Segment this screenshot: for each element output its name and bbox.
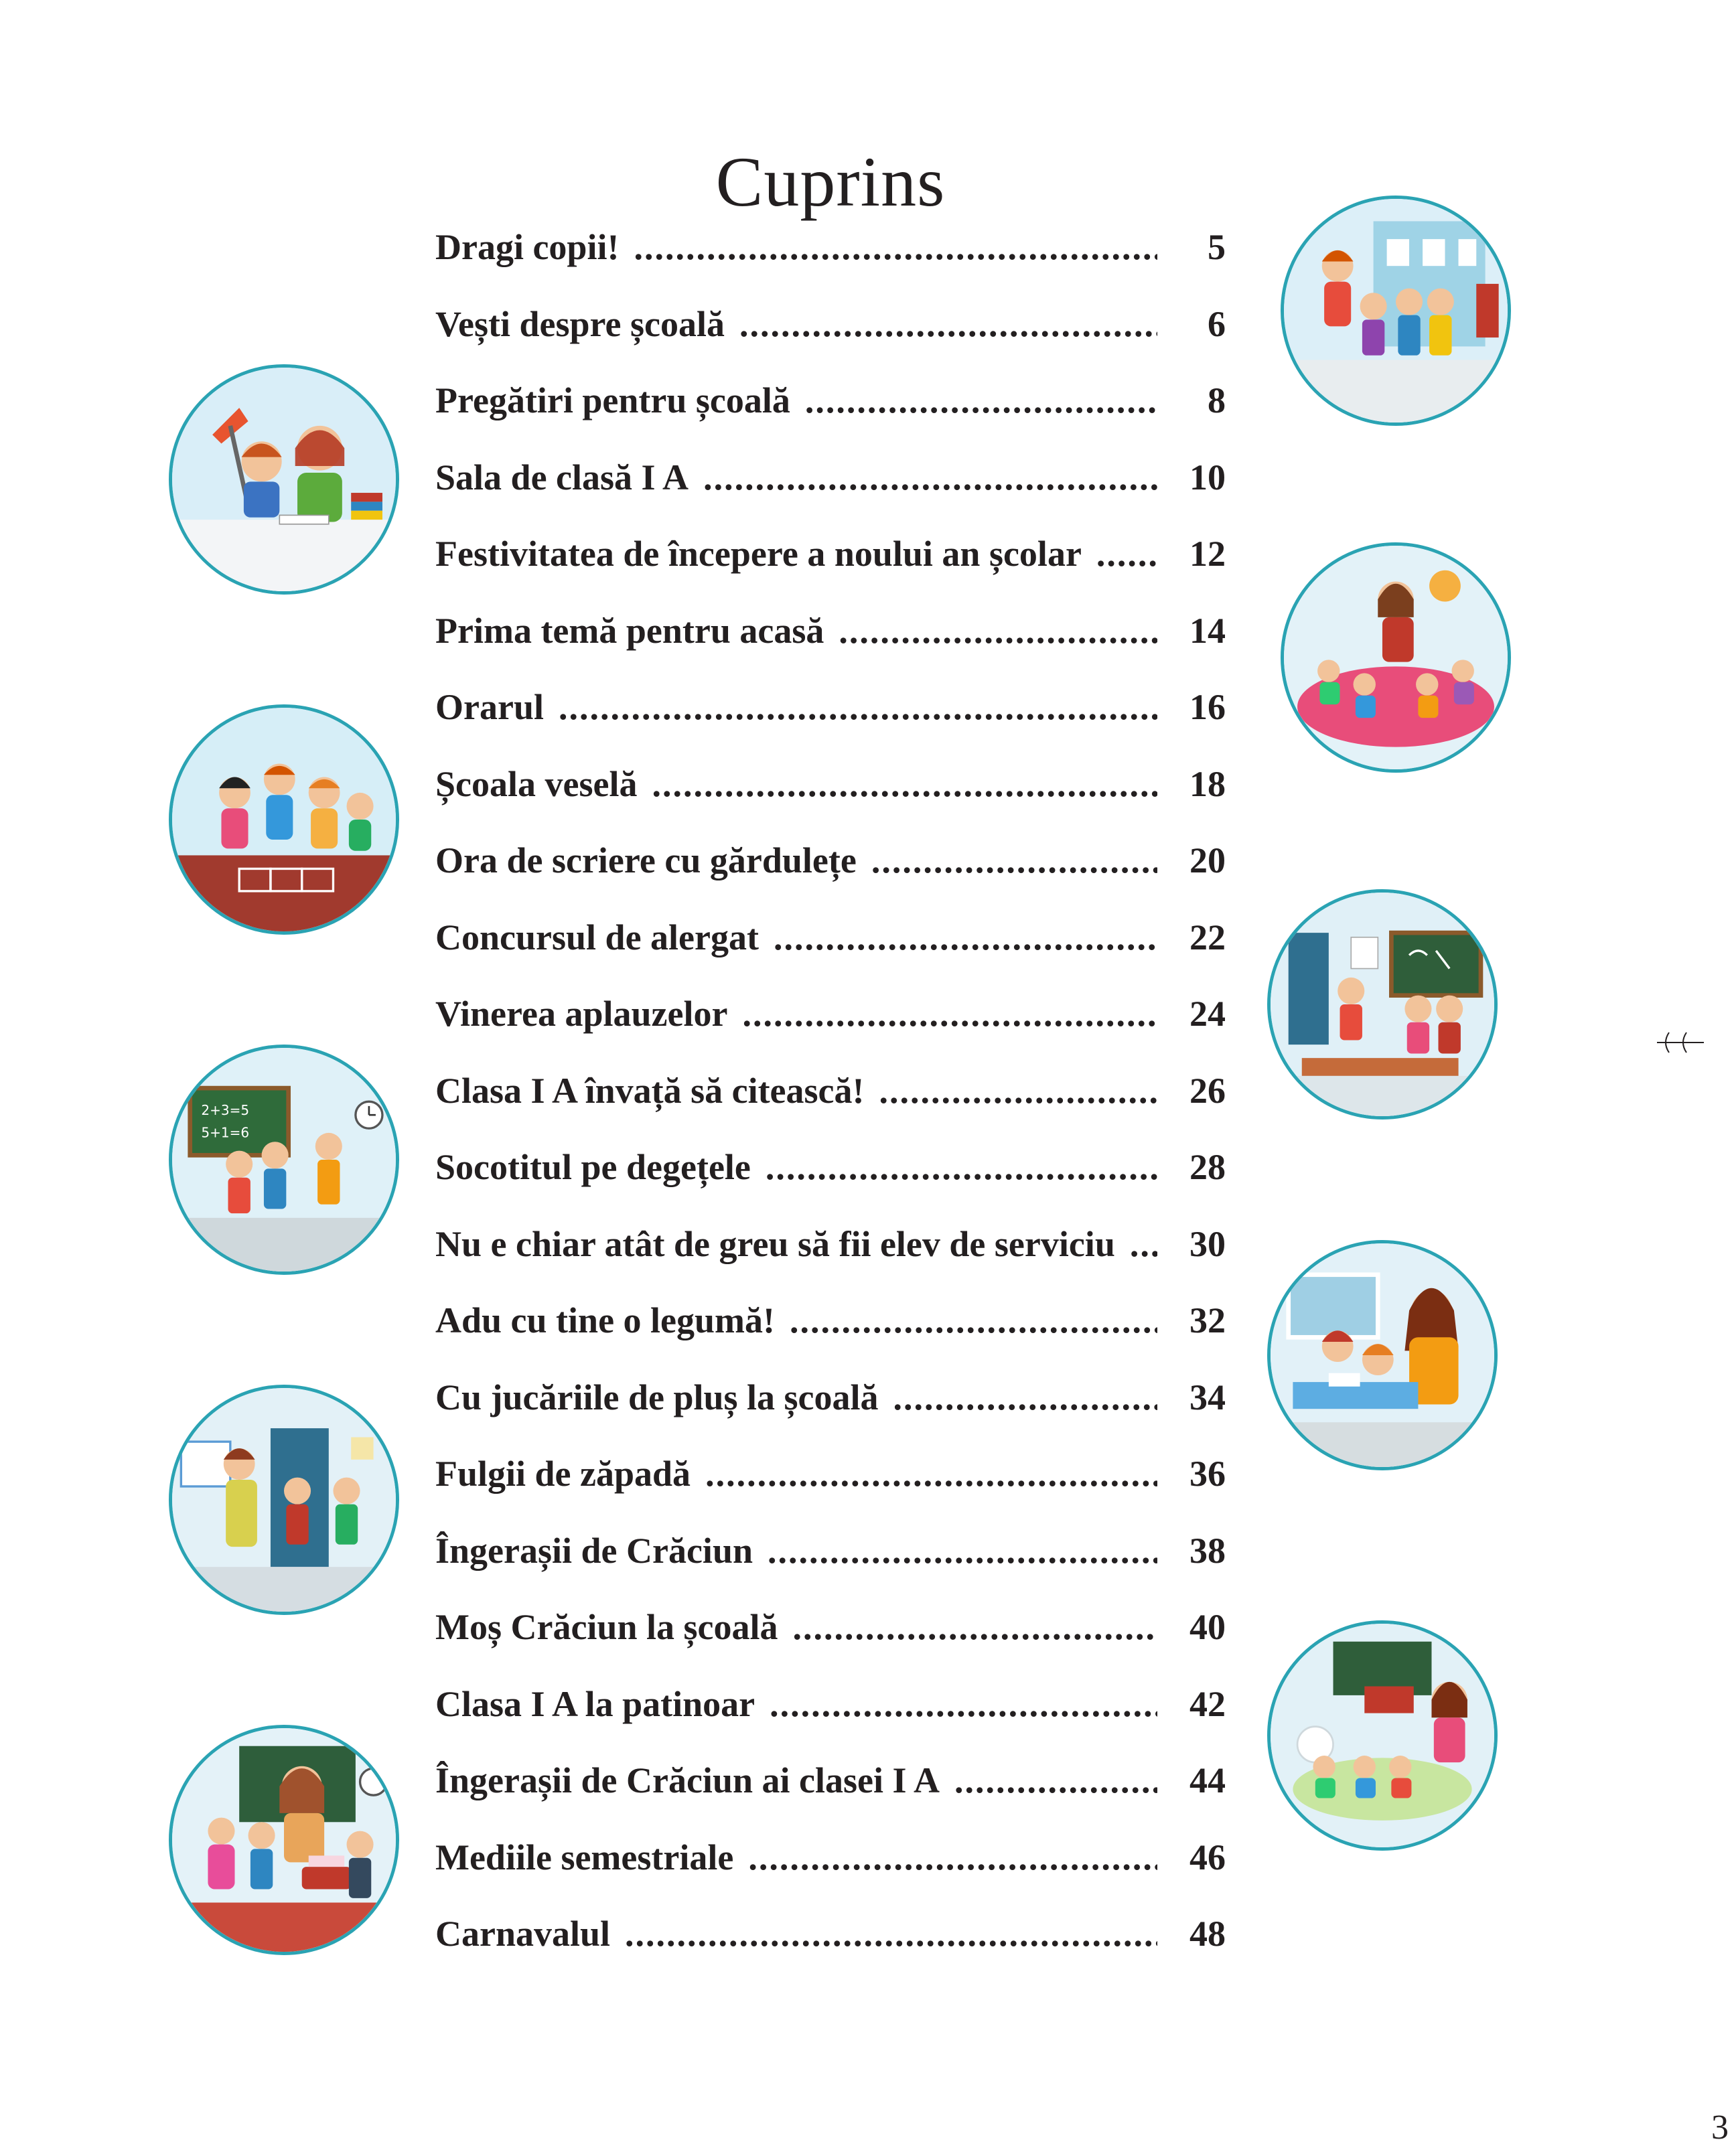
toc-entry-page: 22 — [1189, 917, 1226, 957]
toc-entry[interactable] — [435, 1530, 1226, 1607]
toc-entry[interactable] — [435, 457, 1226, 534]
dot-leader — [792, 1606, 1157, 1648]
toc-entry-title: Fulgii de zăpadă — [435, 1454, 691, 1494]
toc-entry-page: 5 — [1208, 227, 1226, 267]
dot-leader — [1096, 533, 1157, 574]
toc-entry-page: 28 — [1189, 1147, 1226, 1187]
toc-entry-title: Festivitatea de începere a noului an școlar — [435, 534, 1082, 574]
dot-leader — [839, 610, 1157, 651]
dot-leader — [742, 993, 1157, 1034]
dot-leader — [652, 763, 1157, 805]
toc-entry-title: Îngerașii de Crăciun — [435, 1530, 753, 1571]
toc-entry-title: Îngerașii de Crăciun ai clasei I A — [435, 1760, 940, 1800]
dot-leader — [766, 1146, 1157, 1188]
dot-leader — [739, 303, 1157, 345]
dot-leader — [559, 686, 1157, 728]
toc-entry-title: Concursul de alergat — [435, 917, 759, 957]
toc-entry[interactable] — [435, 917, 1226, 994]
dot-leader — [893, 1377, 1157, 1418]
toc-entry-title: Vinerea aplauzelor — [435, 994, 728, 1034]
toc-entry-title: Cu jucăriile de pluș la școală — [435, 1377, 879, 1417]
toc-entry-title: Prima temă pentru acasă — [435, 610, 824, 651]
dot-leader — [625, 1913, 1157, 1954]
toc-entry-page: 38 — [1189, 1530, 1226, 1571]
toc-entry-title: Clasa I A învață să citească! — [435, 1070, 865, 1111]
toc-entry-page: 36 — [1189, 1454, 1226, 1494]
toc-entry[interactable] — [435, 533, 1226, 610]
dot-leader — [879, 1070, 1158, 1111]
toc-entry-title: Nu e chiar atât de greu să fii elev de serviciu — [435, 1223, 1115, 1264]
page-title: Cuprins — [715, 143, 946, 222]
toc-entry-title: Dragi copii! — [435, 227, 620, 267]
illustration-chalkboard-math — [169, 1045, 399, 1275]
toc-entry-title: Mediile semestriale — [435, 1837, 734, 1877]
dot-leader — [774, 917, 1157, 958]
toc-entry[interactable] — [435, 1300, 1226, 1377]
dot-leader — [768, 1530, 1157, 1571]
illustration-homework-desk — [169, 364, 399, 595]
toc-entry-title: Pregătiri pentru școală — [435, 380, 790, 420]
dot-leader — [1130, 1223, 1157, 1265]
toc-entry[interactable] — [435, 1606, 1226, 1683]
toc-entry[interactable] — [435, 993, 1226, 1070]
dot-leader — [805, 380, 1157, 421]
toc-entry-page: 6 — [1208, 303, 1226, 344]
dot-leader — [954, 1760, 1157, 1801]
toc-entry[interactable] — [435, 380, 1226, 457]
registration-mark-icon — [1657, 1027, 1704, 1058]
toc-entry-title: Clasa I A la patinoar — [435, 1683, 755, 1724]
toc-entry-page: 48 — [1189, 1914, 1226, 1954]
toc-entry-page: 16 — [1189, 687, 1226, 727]
toc-entry-title: Moș Crăciun la școală — [435, 1607, 778, 1647]
toc-entry-page: 8 — [1208, 380, 1226, 420]
dot-leader — [703, 457, 1157, 498]
toc-entry[interactable] — [435, 1377, 1226, 1454]
illustration-group-activity — [1267, 1620, 1498, 1851]
toc-entry-page: 42 — [1189, 1683, 1226, 1724]
illustration-story-circle — [1281, 542, 1511, 773]
toc-entry-page: 12 — [1189, 534, 1226, 574]
dot-leader — [748, 1837, 1157, 1878]
table-of-contents — [435, 226, 1226, 1990]
toc-entry[interactable] — [435, 1837, 1226, 1914]
toc-entry-page: 40 — [1189, 1607, 1226, 1647]
toc-entry[interactable] — [435, 303, 1226, 380]
dot-leader — [705, 1453, 1157, 1494]
toc-entry[interactable] — [435, 610, 1226, 687]
toc-entry-page: 30 — [1189, 1223, 1226, 1264]
toc-entry-title: Școala veselă — [435, 763, 638, 804]
toc-entry-title: Ora de scriere cu gărdulețe — [435, 840, 857, 880]
toc-entry[interactable] — [435, 1453, 1226, 1530]
illustration-hopscotch — [169, 704, 399, 935]
toc-entry[interactable] — [435, 1683, 1226, 1760]
toc-entry-page: 44 — [1189, 1760, 1226, 1800]
dot-leader — [634, 226, 1157, 268]
toc-entry[interactable] — [435, 1760, 1226, 1837]
illustration-classroom-door — [169, 1385, 399, 1615]
toc-entry-page: 34 — [1189, 1377, 1226, 1417]
toc-entry-title: Sala de clasă I A — [435, 457, 689, 497]
illustration-teacher-desk — [1267, 1240, 1498, 1470]
dot-leader — [790, 1300, 1157, 1341]
toc-entry-page: 24 — [1189, 994, 1226, 1034]
toc-entry-title: Orarul — [435, 687, 544, 727]
toc-entry[interactable] — [435, 226, 1226, 303]
toc-entry[interactable] — [435, 1223, 1226, 1300]
toc-entry[interactable] — [435, 1146, 1226, 1223]
toc-entry-title: Carnavalul — [435, 1914, 611, 1954]
svg-text:5+1=6: 5+1=6 — [201, 1124, 250, 1141]
illustration-classroom-blackboard — [1267, 889, 1498, 1120]
toc-entry-title: Adu cu tine o legumă! — [435, 1300, 776, 1340]
toc-entry-title: Vești despre școală — [435, 303, 725, 344]
toc-entry[interactable] — [435, 1913, 1226, 1990]
dot-leader — [770, 1683, 1157, 1725]
illustration-birthday-cake — [169, 1725, 399, 1955]
page-number: 3 — [1711, 2108, 1729, 2147]
toc-entry-page: 10 — [1189, 457, 1226, 497]
toc-entry-page: 14 — [1189, 610, 1226, 651]
toc-entry-page: 32 — [1189, 1300, 1226, 1340]
toc-entry[interactable] — [435, 686, 1226, 763]
dot-leader — [871, 840, 1157, 881]
toc-entry[interactable] — [435, 840, 1226, 917]
toc-entry-page: 18 — [1189, 763, 1226, 804]
toc-entry-page: 26 — [1189, 1070, 1226, 1111]
toc-entry-page: 20 — [1189, 840, 1226, 880]
toc-entry-page: 46 — [1189, 1837, 1226, 1877]
toc-entry[interactable] — [435, 763, 1226, 840]
svg-text:2+3=5: 2+3=5 — [201, 1102, 250, 1119]
illustration-school-entrance — [1281, 196, 1511, 426]
toc-entry-title: Socotitul pe degețele — [435, 1147, 751, 1187]
toc-entry[interactable] — [435, 1070, 1226, 1147]
